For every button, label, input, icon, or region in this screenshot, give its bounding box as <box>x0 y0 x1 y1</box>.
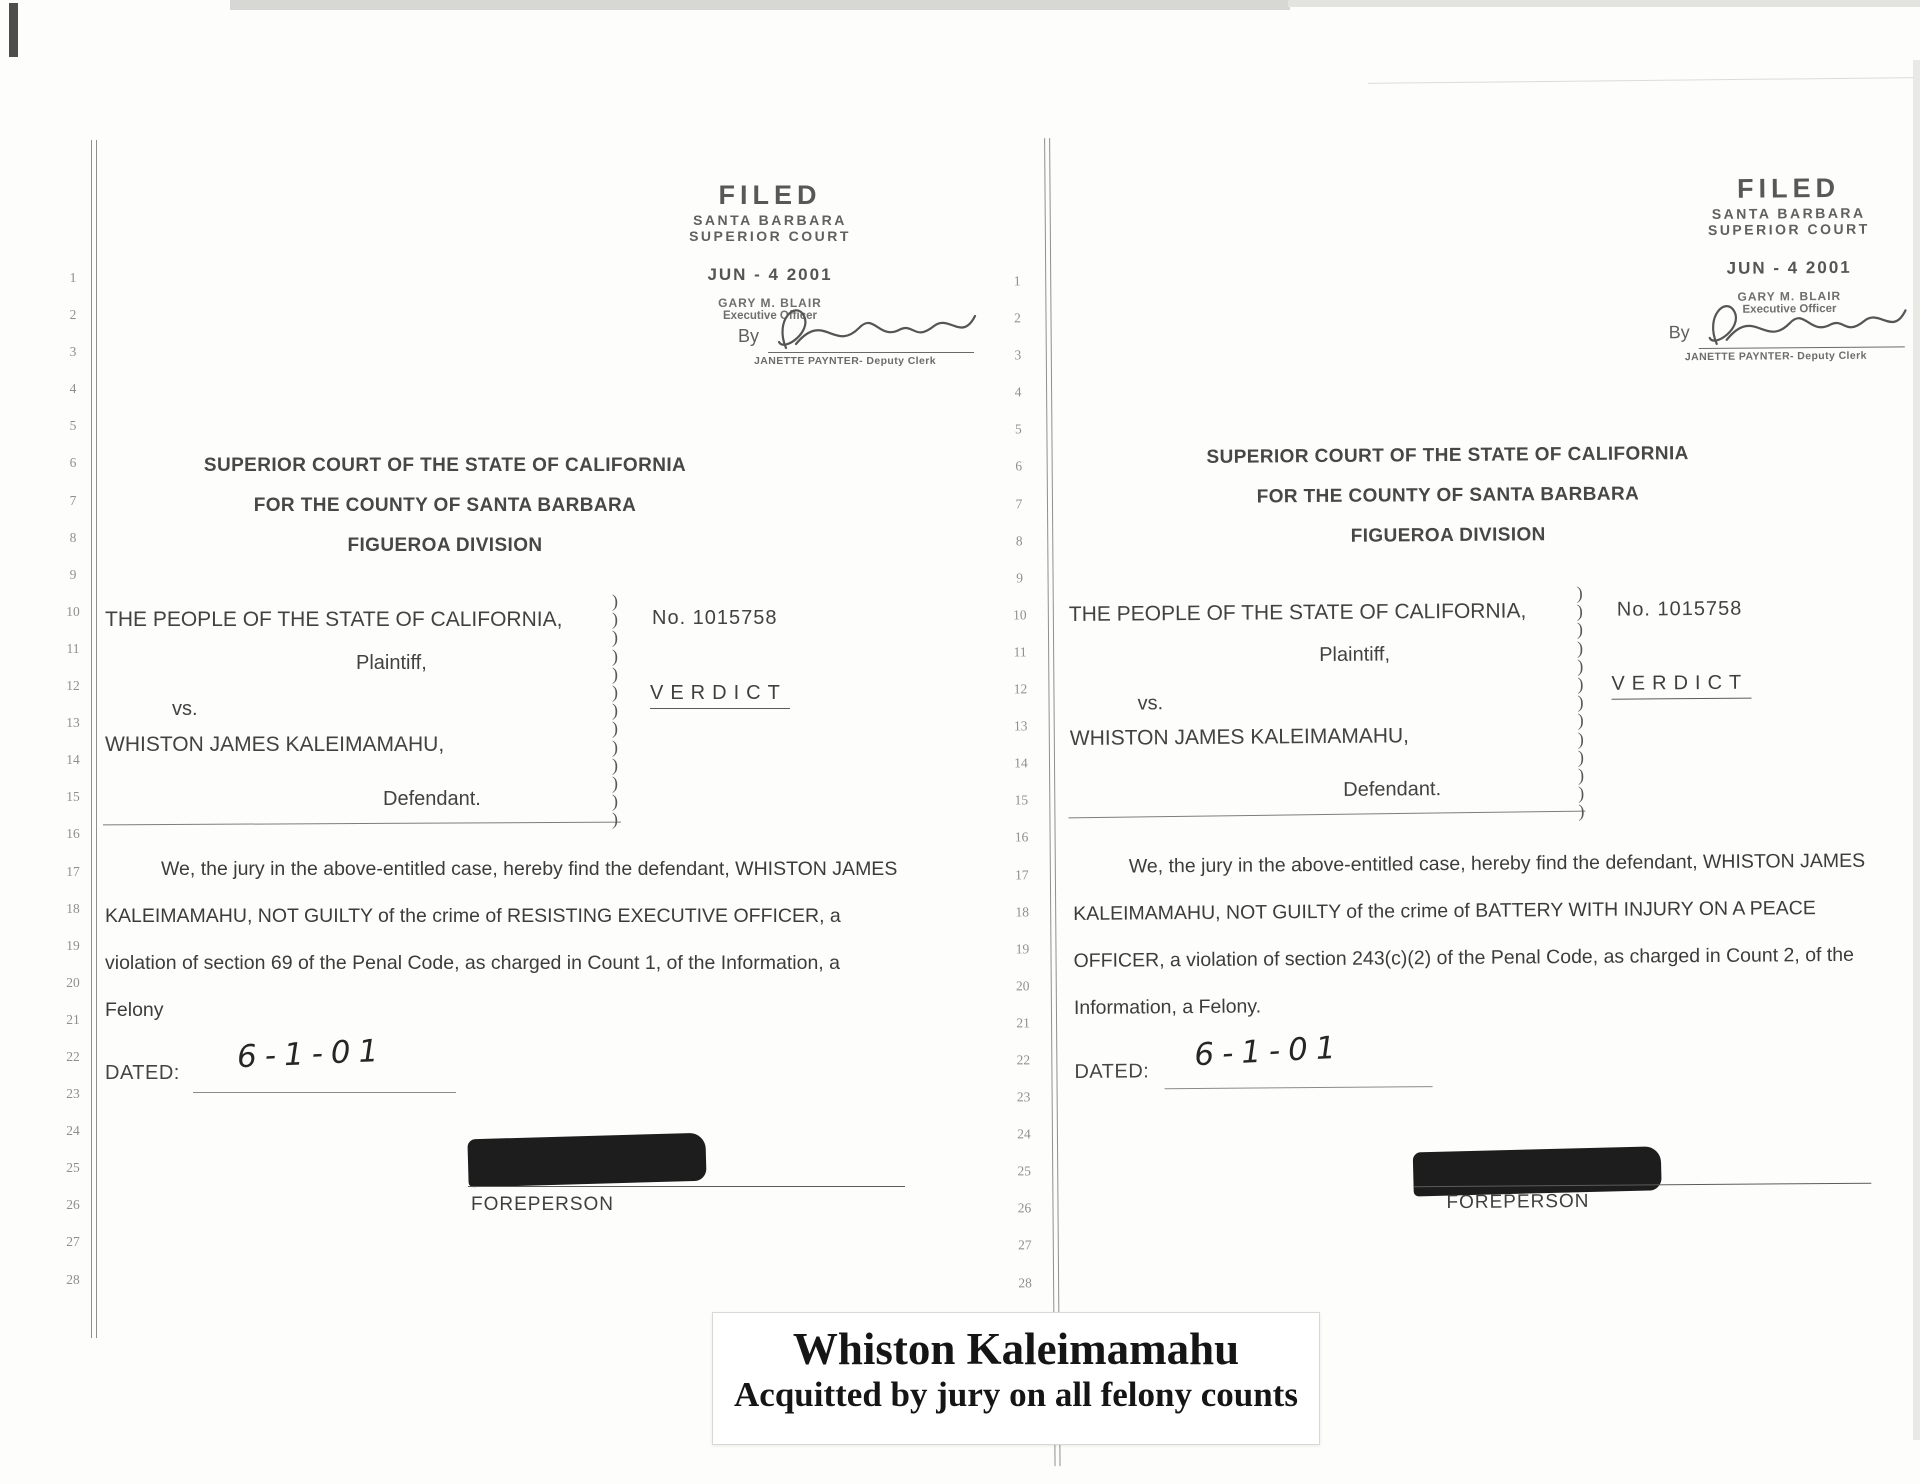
line-number: 1 <box>69 270 77 285</box>
line-number: 26 <box>1017 1200 1032 1216</box>
line-number: 13 <box>1013 718 1028 734</box>
court-header-line: SUPERIOR COURT OF THE STATE OF CALIFORNIA <box>203 455 687 476</box>
line-number: 23 <box>66 1086 80 1102</box>
paren-glyph: ) <box>612 736 618 757</box>
line-number: 7 <box>69 492 77 508</box>
stamp-by-row <box>1668 308 1920 372</box>
line-number: 21 <box>66 1011 80 1027</box>
defendant-display-name: Whiston Kaleimamahu <box>792 1324 1240 1374</box>
stamp-officer-name: GARY M. BLAIR <box>1737 288 1842 304</box>
signature-redaction-bar <box>1413 1146 1662 1196</box>
vs-label: vs. <box>1137 692 1164 715</box>
line-number: 9 <box>1016 570 1023 586</box>
paren-glyph: ) <box>1577 673 1584 695</box>
verdict-body-line: KALEIMAMAHU, NOT GUILTY of the crime of BATTERY WITH INJURY ON A PEACE <box>1073 897 1816 925</box>
line-number: 22 <box>66 1048 80 1064</box>
line-number: 8 <box>69 529 77 545</box>
line-number: 17 <box>66 863 80 879</box>
line-number-column <box>999 273 1043 1312</box>
paren-glyph: ) <box>1578 801 1585 822</box>
verdict-body-text <box>1073 849 1920 1044</box>
line-number: 3 <box>1014 347 1022 363</box>
paren-glyph: ) <box>612 791 618 812</box>
stamp-date: JUN - 4 2001 <box>707 265 833 284</box>
stamp-court-text: SUPERIOR COURT <box>1707 220 1870 238</box>
line-number: 2 <box>69 307 77 323</box>
paren-glyph: ) <box>1578 783 1585 804</box>
line-number: 10 <box>66 603 80 619</box>
defendant-role: Defendant. <box>1343 778 1442 801</box>
line-number: 27 <box>1017 1237 1032 1253</box>
stamp-filed-text: FILED <box>1736 172 1841 204</box>
stamp-officer-name: GARY M. BLAIR <box>718 296 822 310</box>
line-number: 18 <box>66 900 80 916</box>
paren-glyph: ) <box>612 809 618 830</box>
handwritten-date: 6-1-01 <box>236 1032 387 1076</box>
court-header <box>1073 442 1824 568</box>
paren-glyph: ) <box>612 627 618 648</box>
plaintiff-role: Plaintiff, <box>1319 643 1391 667</box>
paren-glyph: ) <box>1577 655 1584 676</box>
paren-glyph: ) <box>612 609 618 630</box>
paren-glyph: ) <box>1578 764 1585 786</box>
line-number: 4 <box>69 381 77 397</box>
line-number: 10 <box>1013 607 1027 623</box>
paren-glyph: ) <box>612 718 618 739</box>
line-number: 23 <box>1016 1089 1031 1105</box>
paren-glyph: ) <box>612 645 618 666</box>
paren-glyph: ) <box>1577 710 1584 731</box>
pleading-rule <box>1044 138 1060 1466</box>
vs-label: vs. <box>172 698 198 720</box>
line-number: 2 <box>1014 310 1021 326</box>
line-number: 11 <box>66 640 80 656</box>
line-number: 12 <box>1013 681 1028 697</box>
line-number: 25 <box>1017 1163 1032 1179</box>
line-number: 19 <box>1015 940 1030 957</box>
verdict-body-line: violation of section 69 of the Penal Code, as charged in Count 1, of the Information, a <box>105 952 840 974</box>
line-number: 8 <box>1015 533 1023 549</box>
case-number: No. 1015758 <box>652 607 778 629</box>
stamp-date: JUN - 4 2001 <box>1726 257 1852 278</box>
paren-glyph: ) <box>1577 692 1584 713</box>
handwritten-date: 6-1-01 <box>1193 1029 1345 1074</box>
by-label: By <box>738 326 760 346</box>
line-number: 21 <box>1016 1015 1030 1031</box>
court-header-line: FIGUEROA DIVISION <box>347 535 543 556</box>
paren-glyph: ) <box>1577 637 1584 658</box>
line-number: 7 <box>1015 495 1023 511</box>
paren-glyph: ) <box>1577 746 1585 767</box>
line-number: 1 <box>1013 273 1021 289</box>
line-number: 22 <box>1016 1052 1031 1068</box>
paren-glyph: ) <box>612 682 618 703</box>
line-number: 19 <box>66 937 80 953</box>
verdict-body-line: Felony <box>105 999 164 1021</box>
plaintiff-name: THE PEOPLE OF THE STATE OF CALIFORNIA, <box>105 608 563 631</box>
line-number: 5 <box>69 418 77 434</box>
foreperson-label: FOREPERSON <box>1446 1190 1590 1214</box>
defendant-name: WHISTON JAMES KALEIMAMAHU, <box>1069 724 1410 750</box>
paren-glyph: ) <box>1577 728 1584 749</box>
line-number: 25 <box>66 1160 80 1176</box>
line-number: 15 <box>66 789 80 805</box>
stamp-officer-title: Executive Officer <box>1742 302 1837 316</box>
deputy-clerk-name: JANETTE PAYNTER- Deputy Clerk <box>1684 349 1867 364</box>
paren-glyph: ) <box>1576 619 1584 640</box>
paren-glyph: ) <box>612 700 618 721</box>
verdict-body-line: We, the jury in the above-entitled case, hereby find the defendant, WHISTON JAMES <box>161 858 898 880</box>
paren-glyph: ) <box>612 591 618 611</box>
verdict-body-line: KALEIMAMAHU, NOT GUILTY of the crime of RESISTING EXECUTIVE OFFICER, a <box>105 905 841 927</box>
plaintiff-name: THE PEOPLE OF THE STATE OF CALIFORNIA, <box>1068 599 1527 626</box>
line-number: 16 <box>1014 829 1029 845</box>
line-number: 16 <box>66 826 80 842</box>
line-number: 14 <box>1014 755 1028 771</box>
stamp-court-text: SUPERIOR COURT <box>689 228 851 244</box>
stamp-county-text: SANTA BARBARA <box>693 212 847 228</box>
paren-glyph: ) <box>1576 582 1583 603</box>
court-header-line: FIGUEROA DIVISION <box>1350 524 1546 547</box>
line-number: 12 <box>66 678 80 694</box>
deputy-clerk-name: JANETTE PAYNTER- Deputy Clerk <box>754 355 936 367</box>
line-number: 28 <box>1018 1274 1032 1290</box>
line-number: 14 <box>66 752 80 768</box>
plaintiff-role: Plaintiff, <box>356 652 427 674</box>
dated-label: DATED: <box>1074 1060 1150 1083</box>
line-number: 13 <box>66 715 80 731</box>
line-number: 6 <box>69 455 77 471</box>
verdict-title: VERDICT <box>1611 672 1751 700</box>
by-label: By <box>1668 322 1690 343</box>
line-number: 11 <box>1013 644 1027 660</box>
stamp-officer-title: Executive Officer <box>723 310 817 322</box>
case-number: No. 1015758 <box>1616 597 1743 621</box>
foreperson-label: FOREPERSON <box>471 1194 615 1215</box>
line-number: 15 <box>1014 792 1029 808</box>
line-number: 27 <box>66 1234 80 1250</box>
defendant-role: Defendant. <box>383 788 481 810</box>
caption-brace <box>1577 584 1585 821</box>
verdict-body-line: OFFICER, a violation of section 243(c)(2) of the Penal Code, as charged in Count 2, of the <box>1073 943 1855 972</box>
deputy-clerk-signature <box>1696 292 1911 352</box>
defendant-name: WHISTON JAMES KALEIMAMAHU, <box>105 733 445 756</box>
line-number: 6 <box>1015 458 1023 474</box>
stamp-filed-text: FILED <box>718 180 822 210</box>
verdict-body-line: We, the jury in the above-entitled case, hereby find the defendant, WHISTON JAMES <box>1128 849 1866 878</box>
caption-underline <box>1068 811 1585 819</box>
line-number: 17 <box>1015 866 1029 882</box>
line-number: 3 <box>69 344 77 360</box>
line-number: 20 <box>1015 978 1030 994</box>
verdict-title: VERDICT <box>650 682 790 709</box>
line-number: 20 <box>66 974 80 990</box>
paren-glyph: ) <box>612 663 618 684</box>
line-number: 18 <box>1015 903 1029 920</box>
stamp-county-text: SANTA BARBARA <box>1711 204 1866 222</box>
line-number: 28 <box>66 1271 80 1287</box>
line-number: 5 <box>1014 421 1022 437</box>
line-number: 24 <box>66 1123 80 1139</box>
court-header-line: SUPERIOR COURT OF THE STATE OF CALIFORNIA <box>1206 443 1689 468</box>
line-number: 24 <box>1017 1126 1031 1142</box>
court-header-line: FOR THE COUNTY OF SANTA BARBARA <box>253 495 637 516</box>
paren-glyph: ) <box>612 754 618 775</box>
line-number: 26 <box>66 1197 80 1213</box>
line-number: 4 <box>1014 384 1022 400</box>
line-number: 9 <box>69 566 77 582</box>
dated-label: DATED: <box>105 1062 180 1084</box>
verdict-body-line: Information, a Felony. <box>1073 995 1262 1019</box>
dated-line <box>1165 1086 1433 1089</box>
identification-label <box>712 1312 1320 1445</box>
paren-glyph: ) <box>612 773 618 794</box>
court-header-line: FOR THE COUNTY OF SANTA BARBARA <box>1256 483 1640 508</box>
acquittal-caption: Acquitted by jury on all felony counts <box>734 1374 1298 1414</box>
paren-glyph: ) <box>1576 601 1583 622</box>
